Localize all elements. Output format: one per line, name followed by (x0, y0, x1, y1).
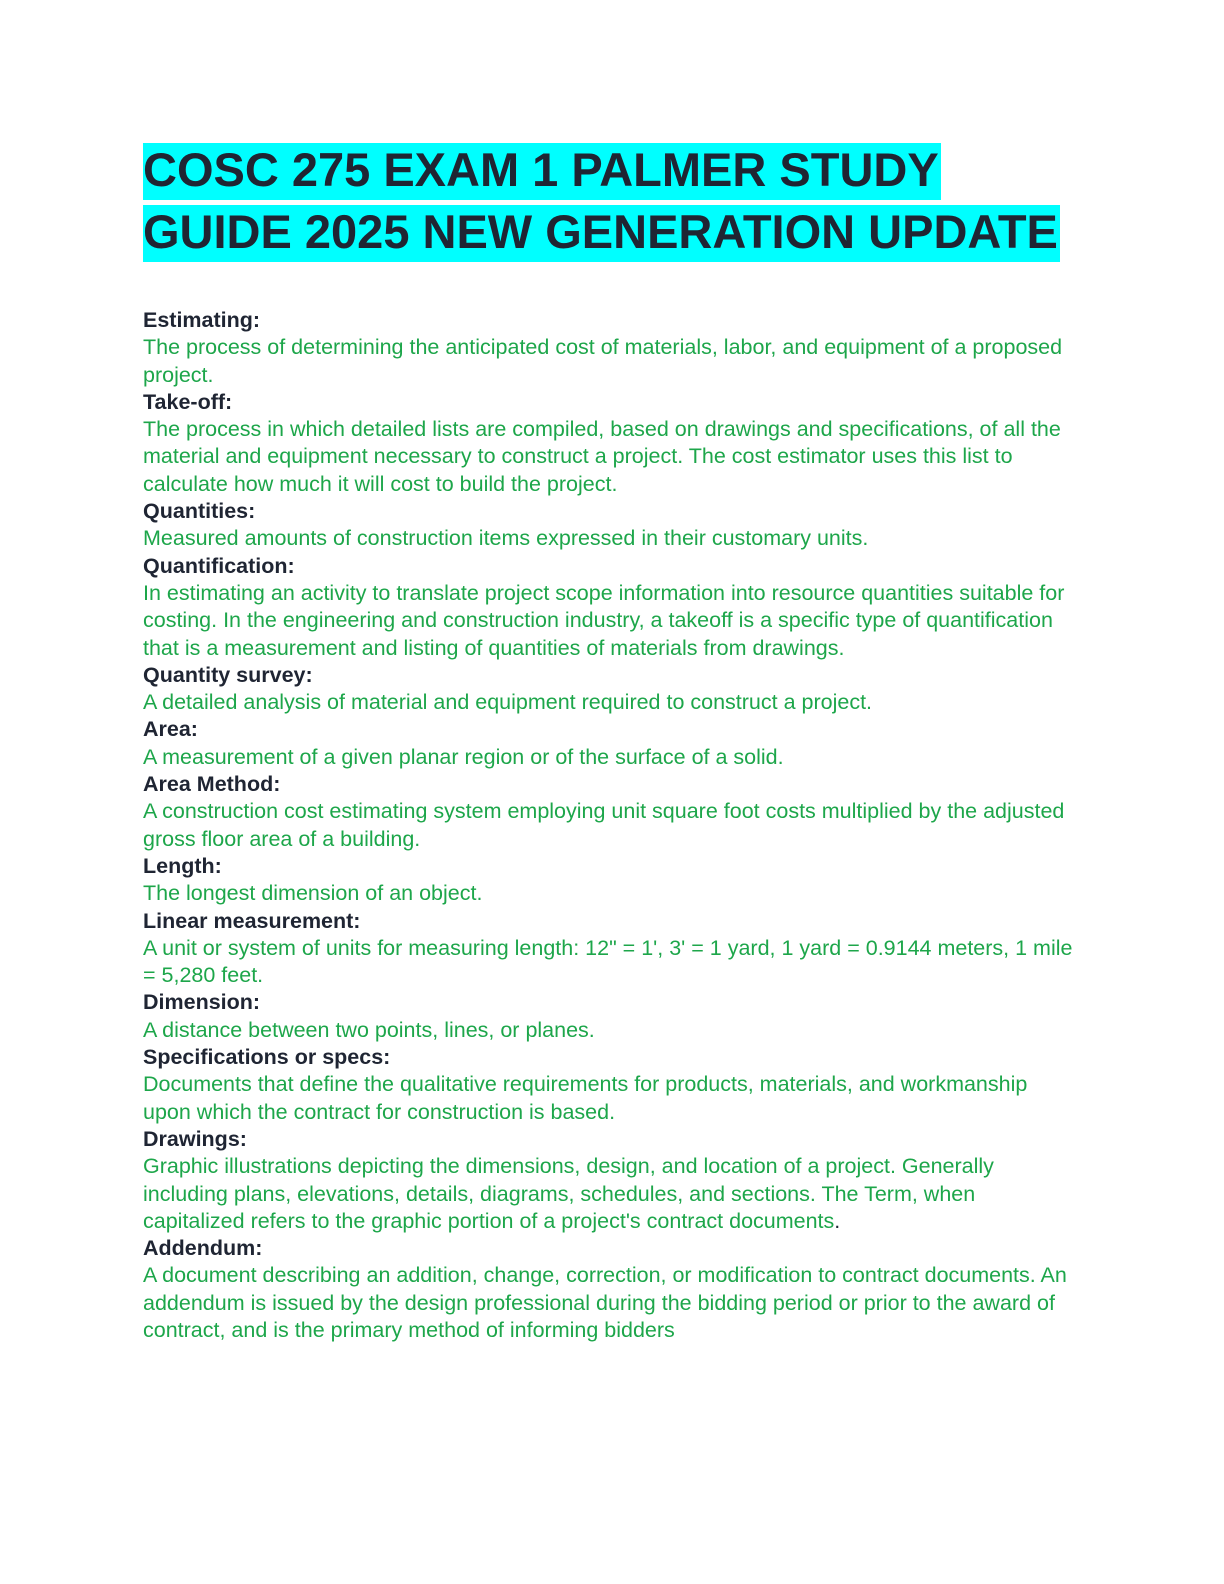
definition-area: A measurement of a given planar region or of the surface of a solid. (143, 744, 784, 769)
term-linear-measurement: Linear measurement: (143, 908, 361, 933)
definition-dimension: A distance between two points, lines, or planes. (143, 1017, 595, 1042)
definition-drawings-period: . (834, 1208, 841, 1233)
term-take-off: Take-off: (143, 389, 233, 414)
term-area-method: Area Method: (143, 772, 281, 797)
definition-drawings (143, 1153, 1078, 1235)
definition-quantities: Measured amounts of construction items expressed in their customary units. (143, 526, 869, 551)
definition-area-method: A construction cost estimating system employing unit square foot costs multiplied by the adjusted gross floor area of a building. (143, 799, 1065, 851)
term-estimating: Estimating: (143, 308, 261, 332)
title-line-2: GUIDE 2025 NEW GENERATION UPDATE (143, 205, 1060, 262)
term-quantity-survey: Quantity survey: (143, 662, 313, 687)
term-specifications: Specifications or specs: (143, 1045, 391, 1070)
definition-quantification: In estimating an activity to translate project scope information into resource quantities suitable for costing. In the engineering and construction industry, a takeoff is a specific type of quantification that is a measurement and listing of quantities of materials from drawings. (143, 580, 1065, 660)
term-area: Area: (143, 717, 198, 742)
definition-estimating: The process of determining the anticipated cost of materials, labor, and equipment of a proposed project. (143, 335, 1063, 387)
term-addendum: Addendum: (143, 1236, 263, 1261)
term-quantification: Quantification: (143, 553, 295, 578)
term-length: Length: (143, 853, 222, 878)
definition-drawings-text: Graphic illustrations depicting the dimensions, design, and location of a project. Generally including plans, elevations, details, diagrams, schedules, and sections. The Term, when capitalized refers to the graphic portion of a project's contract documents (143, 1154, 994, 1233)
title-line-1: COSC 275 EXAM 1 PALMER STUDY (143, 143, 941, 200)
definition-addendum: A document describing an addition, change, correction, or modification to contract documents. An addendum is issued by the design professional during the bidding period or prior to the award of contract, and is the primary method of informing bidders (143, 1263, 1067, 1342)
page-title (143, 139, 1103, 263)
glossary (143, 307, 1078, 1344)
term-dimension: Dimension: (143, 990, 261, 1015)
definition-take-off: The process in which detailed lists are compiled, based on drawings and specifications, of all the material and equipment necessary to construct a project. The cost estimator uses this list to calculate how much it will cost to build the project. (143, 417, 1061, 496)
definition-length: The longest dimension of an object. (143, 881, 483, 906)
term-quantities: Quantities: (143, 499, 256, 524)
definition-linear-measurement: A unit or system of units for measuring length: 12" = 1', 3' = 1 yard, 1 yard = 0.9144 meters, 1 mile = 5,280 feet. (143, 935, 1073, 988)
term-drawings: Drawings: (143, 1126, 247, 1151)
definition-specifications: Documents that define the qualitative requirements for products, materials, and workmanship upon which the contract for construction is based. (143, 1072, 1028, 1124)
definition-quantity-survey: A detailed analysis of material and equipment required to construct a project. (143, 690, 873, 715)
